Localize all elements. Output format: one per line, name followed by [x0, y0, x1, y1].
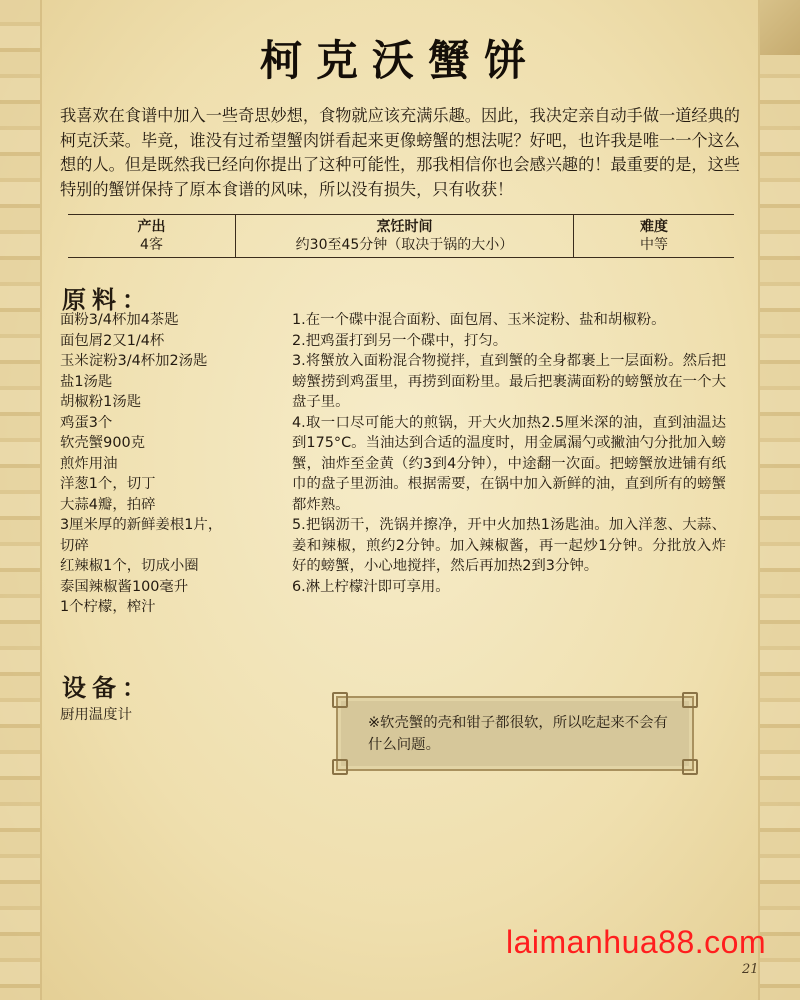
- difficulty-column: [574, 215, 734, 257]
- ingredient-item: 盐1汤匙: [60, 373, 113, 390]
- intro-paragraph: 我喜欢在食谱中加入一些奇思妙想，食物就应该充满乐趣。因此，我决定亲自动手做一道经典的柯克沃菜。毕竟，谁没有过希望蟹肉饼看起来更像螃蟹的想法呢？好吧，也许我是唯一一个这么想的人。但是既然我已经向你提出了这种可能性，那我相信你也会感兴趣的！最重要的是，这些特别的蟹饼保持了原本食谱的风味，所以没有损失，只有收获！: [60, 106, 740, 199]
- ingredient-item: 1个柠檬，榨汁: [60, 599, 156, 615]
- recipe-meta-table: [68, 214, 734, 258]
- note-box: [336, 696, 694, 771]
- time-column: [235, 215, 574, 257]
- difficulty-value: 中等: [640, 237, 668, 253]
- corner-knot-icon: [332, 692, 348, 708]
- step-item: 6.淋上柠檬汁即可享用。: [292, 578, 450, 595]
- step-item: 1.在一个碟中混合面粉、面包屑、玉米淀粉、盐和胡椒粉。: [292, 312, 666, 328]
- steps-list: [292, 310, 726, 597]
- corner-knot-icon: [682, 759, 698, 775]
- equipment-item: 厨用温度计: [60, 707, 132, 723]
- decorative-border-left: [0, 0, 42, 1000]
- ingredients-list: [60, 310, 270, 618]
- yield-value: 4客: [140, 237, 163, 253]
- watermark: laimanhua88.com: [506, 924, 767, 960]
- decorative-border-right: [758, 0, 800, 1000]
- ingredient-item: 大蒜4瓣，拍碎: [60, 496, 156, 513]
- ingredient-item: 洋葱1个，切丁: [60, 476, 156, 492]
- ingredient-item: 软壳蟹900克: [60, 435, 146, 451]
- ingredient-item: 3厘米厚的新鲜姜根1片，: [60, 517, 223, 533]
- step-item: 5.把锅沥干，洗锅并擦净，开中火加热1汤匙油。加入洋葱、大蒜、姜和辣椒，煎约2分钟。加入辣椒酱，再一起炒1分钟。分批放入炸好的螃蟹，小心地搅拌，然后再加热2到3分钟。: [292, 517, 726, 574]
- ingredients-heading: 原料：: [62, 285, 152, 314]
- ingredient-item: 面粉3/4杯加4茶匙: [60, 312, 179, 328]
- ingredient-item: 玉米淀粉3/4杯加2汤匙: [60, 353, 208, 369]
- ingredient-item: 煎炸用油: [60, 455, 118, 472]
- page-title: 柯克沃蟹饼: [259, 36, 540, 85]
- step-item: 3.将蟹放入面粉混合物搅拌，直到蟹的全身都裹上一层面粉。然后把螃蟹捞到鸡蛋里，再捞到面粉里。最后把裹满面粉的螃蟹放在一个大盘子里。: [292, 353, 726, 410]
- page-number: 21: [742, 962, 759, 977]
- yield-label: 产出: [137, 219, 166, 235]
- ingredient-item: 红辣椒1个，切成小圈: [60, 558, 199, 574]
- equipment-heading: 设备：: [62, 673, 152, 702]
- ingredient-item: 切碎: [60, 537, 89, 554]
- step-item: 4.取一口尽可能大的煎锅，开大火加热2.5厘米深的油，直到油温达到175°C。当油达到合适的温度时，用金属漏勺或撇油勺分批加入螃蟹，油炸至金黄（约3到4分钟），中途翻一次面。把螃蟹放进铺有纸巾的盘子里沥油。根据需要，在锅中加入新鲜的油，直到所有的螃蟹都炸熟。: [292, 414, 726, 513]
- ingredient-item: 泰国辣椒酱100毫升: [60, 578, 189, 595]
- ingredient-item: 面包屑2又1/4杯: [60, 332, 165, 349]
- corner-knot-icon: [682, 692, 698, 708]
- ingredient-item: 鸡蛋3个: [60, 414, 113, 431]
- note-text: ※软壳蟹的壳和钳子都很软，所以吃起来不会有什么问题。: [368, 715, 668, 753]
- yield-column: [68, 215, 235, 257]
- difficulty-label: 难度: [640, 219, 668, 235]
- time-value: 约30至45分钟（取决于锅的大小）: [295, 237, 514, 253]
- ingredient-item: 胡椒粉1汤匙: [60, 394, 142, 410]
- time-label: 烹饪时间: [376, 219, 433, 235]
- step-item: 2.把鸡蛋打到另一个碟中，打匀。: [292, 332, 508, 349]
- corner-knot-icon: [332, 759, 348, 775]
